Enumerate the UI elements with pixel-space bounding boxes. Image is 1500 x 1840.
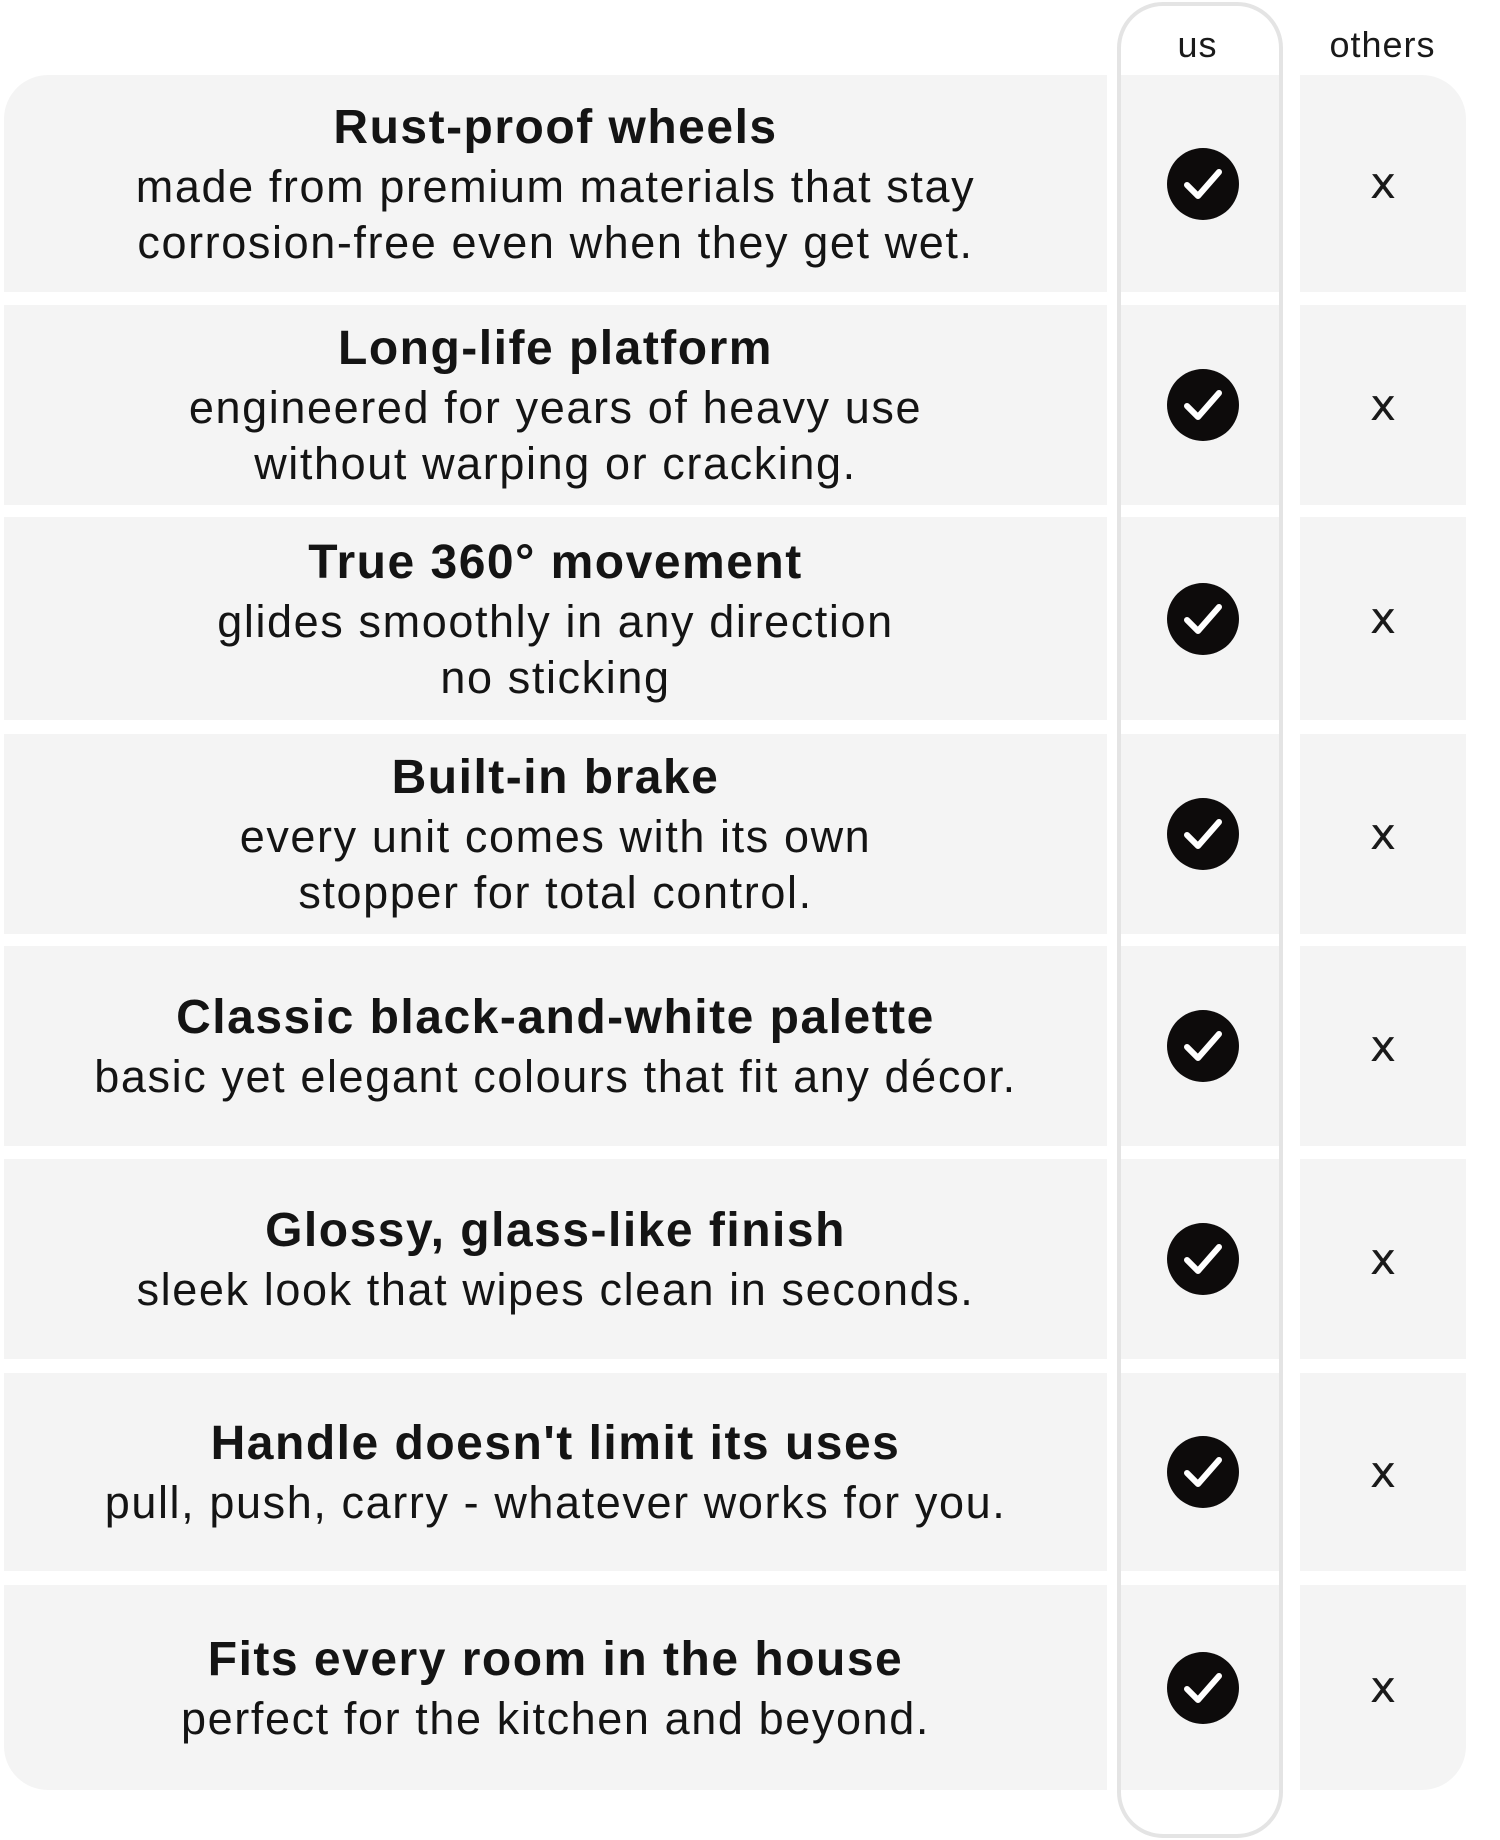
us-cell [1121, 1159, 1279, 1359]
feature-title: Built-in brake [391, 751, 720, 804]
us-cell [1121, 305, 1279, 505]
us-cell [1121, 1585, 1279, 1790]
feature-description: basic yet elegant colours that fit any décor. [94, 1051, 1017, 1102]
column-header-us: us [1177, 24, 1218, 65]
feature-cell [4, 734, 1107, 934]
check-icon [1167, 1010, 1239, 1082]
x-mark-icon: x [1369, 593, 1397, 644]
others-cell [1300, 946, 1466, 1146]
feature-title: True 360° movement [308, 535, 803, 589]
others-cell [1300, 1373, 1466, 1571]
x-mark-icon: x [1369, 1446, 1397, 1498]
feature-title: Glossy, glass-like finish [265, 1204, 846, 1257]
others-cell [1300, 75, 1466, 292]
feature-row [0, 305, 1500, 505]
us-cell [1121, 75, 1279, 292]
feature-cell [4, 1159, 1107, 1359]
others-cell [1300, 305, 1466, 505]
check-icon [1167, 148, 1239, 220]
check-icon [1167, 583, 1239, 655]
check-icon [1167, 1223, 1239, 1295]
others-cell [1300, 517, 1466, 720]
us-cell [1121, 517, 1279, 720]
feature-cell [4, 517, 1107, 720]
us-cell [1121, 946, 1279, 1146]
feature-description: glides smoothly in any direction no sticking [217, 595, 894, 703]
x-mark-icon: x [1369, 1233, 1397, 1285]
x-mark-icon: x [1369, 808, 1397, 860]
feature-title: Handle doesn't limit its uses [210, 1417, 901, 1470]
us-cell [1121, 1373, 1279, 1571]
check-icon [1167, 1436, 1239, 1508]
feature-description: pull, push, carry - whatever works for you. [104, 1477, 1007, 1528]
feature-title: Long-life platform [338, 322, 773, 375]
feature-cell [4, 75, 1107, 292]
others-cell [1300, 1585, 1466, 1790]
others-cell [1300, 734, 1466, 934]
x-mark-icon: x [1369, 1662, 1397, 1713]
us-cell [1121, 734, 1279, 934]
feature-description: every unit comes with its own stopper for total control. [239, 811, 872, 918]
feature-row [0, 1373, 1500, 1571]
column-header-others: others [1329, 24, 1436, 65]
feature-row [0, 517, 1500, 720]
others-cell [1300, 1159, 1466, 1359]
feature-title: Classic black-and-white palette [176, 991, 935, 1044]
feature-title: Rust-proof wheels [333, 100, 778, 154]
feature-description: engineered for years of heavy use without warping or cracking. [188, 382, 923, 489]
feature-row [0, 75, 1500, 292]
feature-cell [4, 1373, 1107, 1571]
feature-title: Fits every room in the house [207, 1632, 904, 1686]
feature-row [0, 1159, 1500, 1359]
feature-cell [4, 305, 1107, 505]
feature-description: perfect for the kitchen and beyond. [181, 1692, 930, 1744]
feature-cell [4, 946, 1107, 1146]
feature-description: sleek look that wipes clean in seconds. [136, 1264, 975, 1315]
check-icon [1167, 369, 1239, 441]
feature-row [0, 734, 1500, 934]
check-icon [1167, 798, 1239, 870]
x-mark-icon: x [1369, 379, 1397, 431]
feature-row [0, 1585, 1500, 1790]
feature-row [0, 946, 1500, 1146]
feature-cell [4, 1585, 1107, 1790]
check-icon [1167, 1652, 1239, 1724]
feature-description: made from premium materials that stay corrosion-free even when they get wet. [135, 160, 976, 268]
x-mark-icon: x [1369, 1020, 1397, 1072]
x-mark-icon: x [1369, 158, 1397, 209]
